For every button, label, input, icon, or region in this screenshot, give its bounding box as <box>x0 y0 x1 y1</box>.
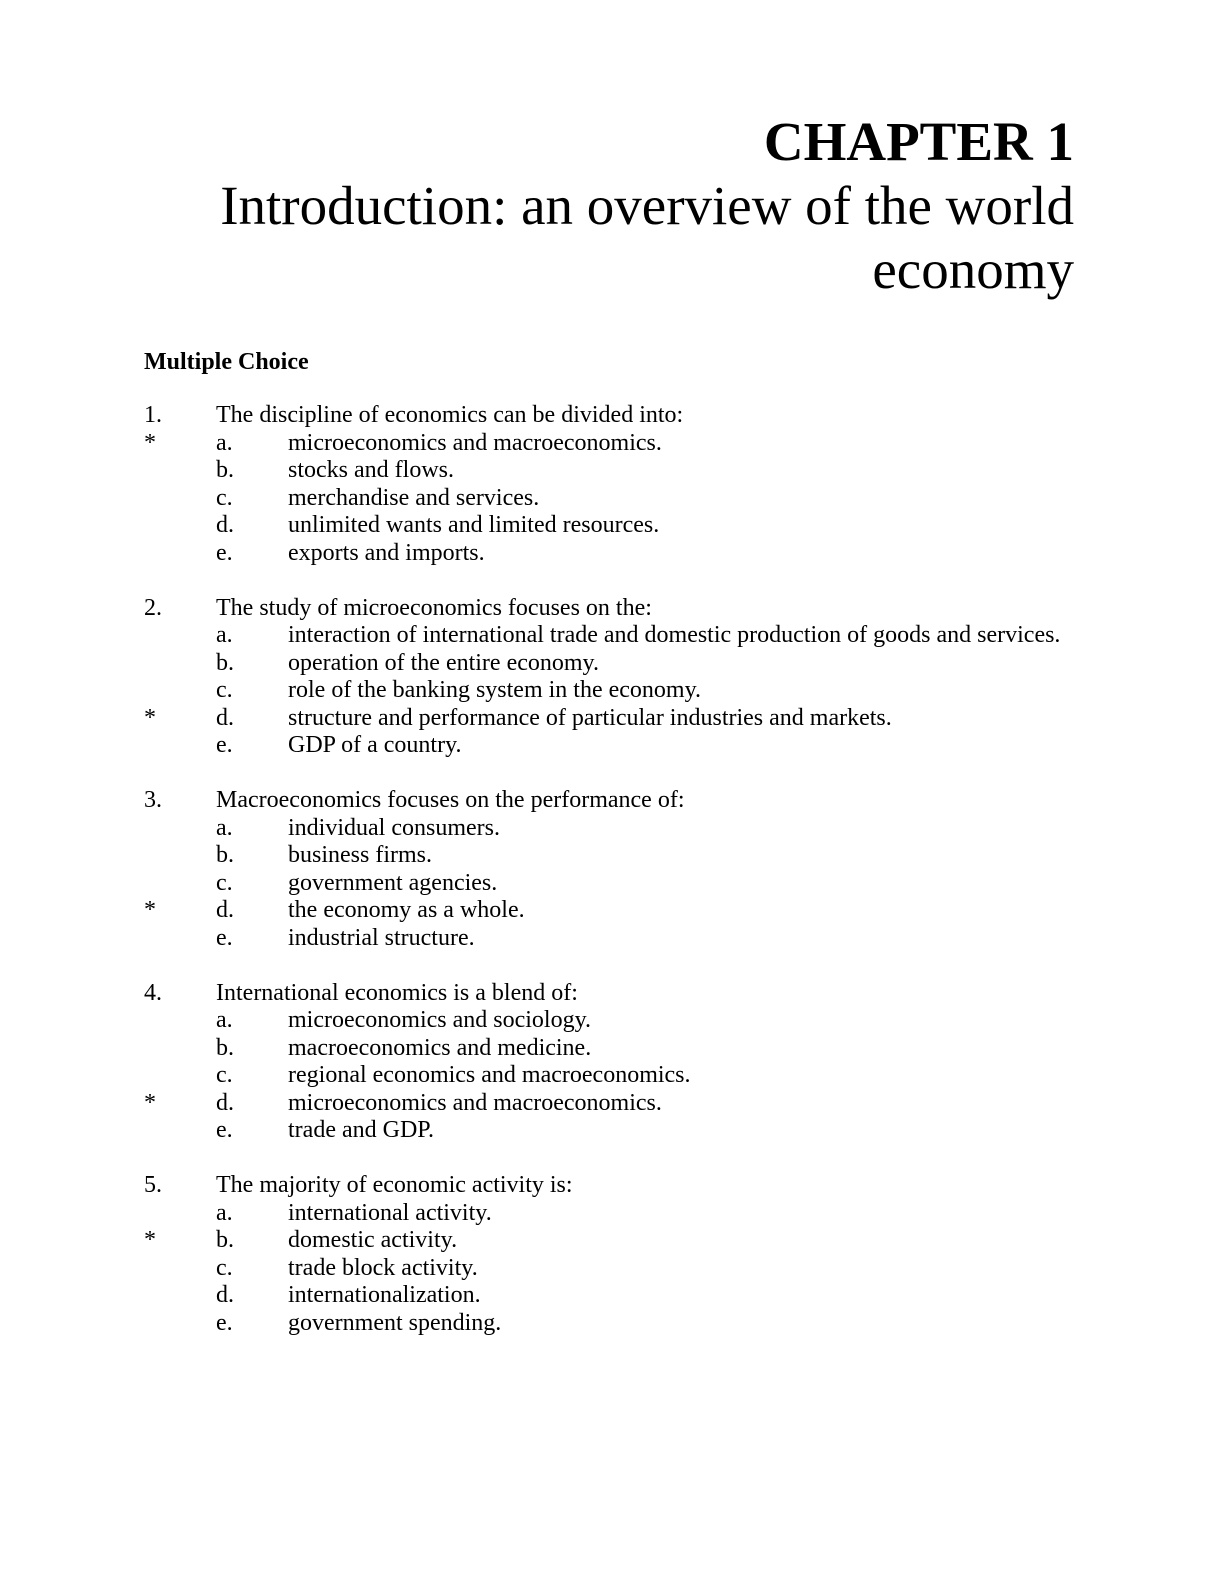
question-stem <box>144 1172 1184 1200</box>
question-text: International economics is a blend of: <box>216 979 578 1006</box>
option-row <box>144 1227 1184 1255</box>
option-row <box>144 1255 1184 1283</box>
option-letter: a. <box>216 1199 233 1226</box>
option-row <box>144 1062 1184 1090</box>
question-text: The discipline of economics can be divided into: <box>216 402 684 428</box>
option-text: operation of the entire economy. <box>288 649 599 676</box>
question-number: 3. <box>144 787 162 813</box>
question-number: 4. <box>144 979 162 1006</box>
option-row <box>144 1007 1184 1035</box>
option-letter: b. <box>216 1034 234 1061</box>
option-letter: e. <box>216 539 233 566</box>
option-letter: b. <box>216 457 234 483</box>
option-letter: d. <box>216 897 234 923</box>
option-letter: c. <box>216 677 233 703</box>
option-row <box>144 540 1184 568</box>
option-row <box>144 512 1184 540</box>
option-text: role of the banking system in the economy. <box>288 677 702 703</box>
option-text: government agencies. <box>288 869 498 896</box>
option-text: exports and imports. <box>288 539 485 566</box>
option-row <box>144 485 1184 513</box>
option-row <box>144 622 1184 650</box>
option-letter: e. <box>216 1309 233 1336</box>
option-letter: a. <box>216 1007 233 1033</box>
option-letter: d. <box>216 1089 234 1116</box>
option-row <box>144 1090 1184 1118</box>
question-3 <box>144 787 1184 952</box>
option-letter: d. <box>216 704 234 731</box>
option-text: government spending. <box>288 1309 502 1336</box>
option-text: international activity. <box>288 1199 492 1226</box>
option-text: internationalization. <box>288 1282 481 1308</box>
option-text: unlimited wants and limited resources. <box>288 512 660 538</box>
option-row <box>144 1035 1184 1063</box>
option-text: individual consumers. <box>288 814 500 841</box>
question-text: Macroeconomics focuses on the performance of: <box>216 787 685 813</box>
option-letter: e. <box>216 1117 233 1143</box>
option-row <box>144 1117 1184 1145</box>
option-text: industrial structure. <box>288 924 475 951</box>
option-text: domestic activity. <box>288 1227 458 1253</box>
question-number: 5. <box>144 1172 162 1198</box>
question-stem <box>144 402 1184 430</box>
option-row <box>144 705 1184 733</box>
option-row <box>144 430 1184 458</box>
option-letter: c. <box>216 1254 233 1281</box>
answer-marker: * <box>144 1227 156 1253</box>
option-text: merchandise and services. <box>288 484 540 511</box>
option-row <box>144 815 1184 843</box>
option-text: business firms. <box>288 842 432 868</box>
option-text: GDP of a country. <box>288 732 462 758</box>
answer-marker: * <box>144 704 156 731</box>
title-block <box>0 110 1224 302</box>
section-heading: Multiple Choice <box>144 349 309 375</box>
option-row <box>144 870 1184 898</box>
option-row <box>144 1282 1184 1310</box>
option-text: structure and performance of particular industries and markets. <box>288 704 892 731</box>
answer-marker: * <box>144 429 156 456</box>
question-stem <box>144 787 1184 815</box>
option-letter: d. <box>216 1282 234 1308</box>
option-text: trade block activity. <box>288 1254 478 1281</box>
option-letter: a. <box>216 622 233 648</box>
option-letter: a. <box>216 429 233 456</box>
question-text: The majority of economic activity is: <box>216 1172 573 1198</box>
question-list <box>144 402 1184 1337</box>
option-letter: e. <box>216 924 233 951</box>
question-text: The study of microeconomics focuses on the: <box>216 594 652 621</box>
option-text: interaction of international trade and domestic production of goods and services. <box>288 622 1061 648</box>
option-letter: c. <box>216 869 233 896</box>
chapter-title: CHAPTER 1 <box>763 111 1074 172</box>
answer-marker: * <box>144 1089 156 1116</box>
option-text: stocks and flows. <box>288 457 454 483</box>
option-row <box>144 897 1184 925</box>
option-row <box>144 457 1184 485</box>
question-1 <box>144 402 1184 567</box>
option-letter: b. <box>216 649 234 676</box>
option-letter: a. <box>216 814 233 841</box>
question-5 <box>144 1172 1184 1337</box>
option-text: regional economics and macroeconomics. <box>288 1062 691 1088</box>
option-letter: b. <box>216 1227 234 1253</box>
option-letter: e. <box>216 732 233 758</box>
option-text: the economy as a whole. <box>288 897 525 923</box>
option-text: microeconomics and sociology. <box>288 1007 592 1033</box>
option-text: macroeconomics and medicine. <box>288 1034 592 1061</box>
option-text: microeconomics and macroeconomics. <box>288 1089 662 1116</box>
option-text: microeconomics and macroeconomics. <box>288 429 662 456</box>
option-text: trade and GDP. <box>288 1117 434 1143</box>
question-4 <box>144 980 1184 1145</box>
question-2 <box>144 595 1184 760</box>
question-number: 2. <box>144 594 162 621</box>
option-row <box>144 1310 1184 1338</box>
option-row <box>144 842 1184 870</box>
option-letter: c. <box>216 484 233 511</box>
option-letter: d. <box>216 512 234 538</box>
option-letter: c. <box>216 1062 233 1088</box>
chapter-subtitle: Introduction: an overview of the world economy <box>220 175 1074 300</box>
option-row <box>144 732 1184 760</box>
question-stem <box>144 595 1184 623</box>
option-row <box>144 925 1184 953</box>
option-row <box>144 650 1184 678</box>
option-row <box>144 1200 1184 1228</box>
answer-marker: * <box>144 897 156 923</box>
question-number: 1. <box>144 402 162 428</box>
option-row <box>144 677 1184 705</box>
question-stem <box>144 980 1184 1008</box>
option-letter: b. <box>216 842 234 868</box>
